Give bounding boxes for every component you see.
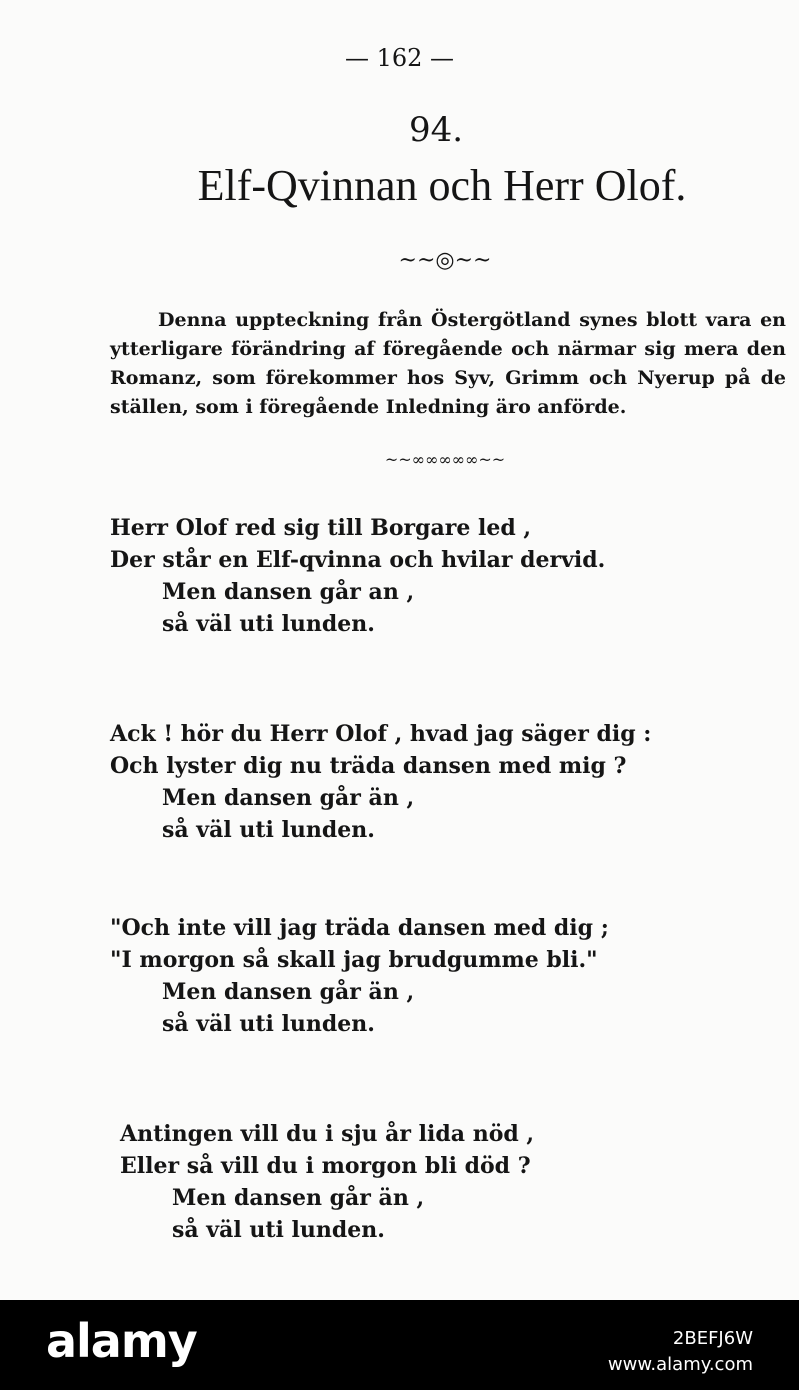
- intro-text: Denna uppteckning från Östergötland synes blott vara en ytterligare förändring af föregående och närmar sig mera den Romanz, som förekommer hos Syv, Grimm och Nyerup på de ställen, som i föregående Inledning äro anförde.: [110, 309, 786, 418]
- refrain-line: Men dansen går än ,: [162, 979, 415, 1005]
- stanza-line: "I morgon så skall jag brudgumme bli.": [110, 947, 598, 973]
- poem-number: 94.: [408, 110, 464, 150]
- stanza-line: Och lyster dig nu träda dansen med mig ?: [110, 753, 627, 779]
- stanza-3: [110, 912, 609, 1040]
- poem-title: Elf-Qvinnan och Herr Olof.: [197, 161, 687, 210]
- stanza-2: [110, 718, 651, 846]
- refrain-line: Men dansen går än ,: [172, 1185, 425, 1211]
- refrain-line: Men dansen går än ,: [162, 785, 415, 811]
- refrain-line: så väl uti lunden.: [172, 1217, 385, 1243]
- ornament-top: ~~◎~~: [398, 248, 492, 273]
- stanza-line: Herr Olof red sig till Borgare led ,: [110, 515, 532, 541]
- stanza-line: "Och inte vill jag träda dansen med dig ;: [110, 915, 609, 941]
- refrain-line: så väl uti lunden.: [162, 611, 375, 637]
- page-number: — 162 —: [344, 44, 455, 72]
- stanza-line: Ack ! hör du Herr Olof , hvad jag säger dig :: [110, 721, 652, 747]
- refrain-line: så väl uti lunden.: [162, 817, 375, 843]
- intro-paragraph: [110, 306, 786, 422]
- ornament-bottom: ~~∞∞∞∞∞~~: [384, 450, 506, 469]
- image-code: [608, 1326, 753, 1378]
- refrain-line: så väl uti lunden.: [162, 1011, 375, 1037]
- site-url: www.alamy.com: [607, 1354, 753, 1375]
- stanza-1: [110, 512, 605, 640]
- stanza-line: Antingen vill du i sju år lida nöd ,: [120, 1121, 535, 1147]
- refrain-line: Men dansen går an ,: [162, 579, 415, 605]
- stanza-4: [120, 1118, 534, 1246]
- stanza-line: Eller så vill du i morgon bli död ?: [120, 1153, 531, 1179]
- stanza-line: Der står en Elf-qvinna och hvilar dervid.: [110, 547, 606, 573]
- alamy-logo: alamy: [46, 1314, 197, 1368]
- image-id: 2BEFJ6W: [672, 1328, 753, 1349]
